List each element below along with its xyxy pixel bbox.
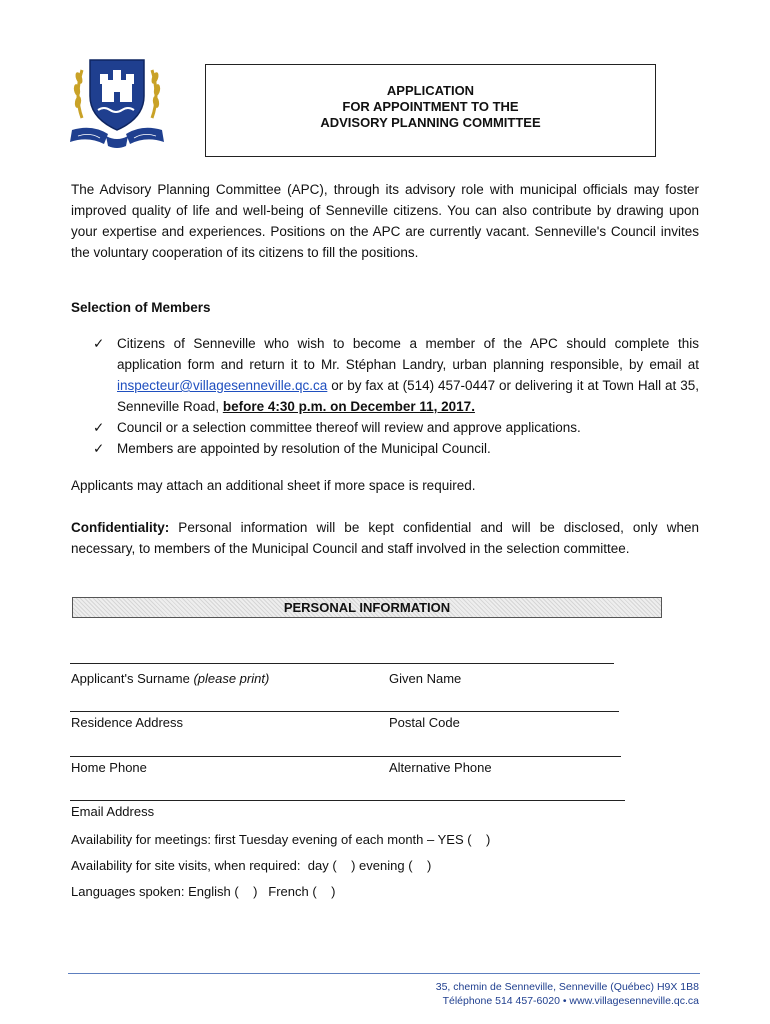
confidentiality-label: Confidentiality: xyxy=(71,520,170,535)
email-field-line[interactable] xyxy=(70,800,625,801)
title-line-3: ADVISORY PLANNING COMMITTEE xyxy=(320,114,541,130)
residence-field-line[interactable] xyxy=(70,711,619,712)
residence-address-label: Residence Address xyxy=(71,715,184,730)
footer-address: 35, chemin de Senneville, Senneville (Québec) H9X 1B8 xyxy=(435,981,699,993)
checkmark-icon: ✓ xyxy=(93,420,105,435)
bullet-3-text: Members are appointed by resolution of the Municipal Council. xyxy=(117,441,491,456)
alternative-phone-label: Alternative Phone xyxy=(389,760,492,775)
phone-field-line[interactable] xyxy=(70,756,621,757)
form-title-box xyxy=(205,64,656,157)
languages-spoken-text: Languages spoken: English ( ) French ( ) xyxy=(71,884,336,899)
list-item xyxy=(93,333,699,417)
selection-bullet-list xyxy=(93,333,699,459)
footer-divider xyxy=(68,973,700,974)
title-line-2: FOR APPOINTMENT TO THE xyxy=(342,98,519,114)
checkmark-icon: ✓ xyxy=(93,441,105,456)
home-phone-label: Home Phone xyxy=(71,760,147,775)
surname-label xyxy=(71,671,269,686)
attach-note: Applicants may attach an additional sheet if more space is required. xyxy=(71,478,476,493)
given-name-label: Given Name xyxy=(389,671,462,686)
selection-heading: Selection of Members xyxy=(71,300,211,315)
bullet-2-text: Council or a selection committee thereof will review and approve applications. xyxy=(117,420,581,435)
intro-paragraph: The Advisory Planning Committee (APC), through its advisory role with municipal officials may foster improved quality of life and well-being of Senneville citizens. You can also contribute by drawing upon your expertise and experiences. Positions on the APC are currently vacant. Senneville's Council invites the voluntary cooperation of its citizens to fill the positions. xyxy=(71,182,699,260)
checkmark-icon: ✓ xyxy=(93,336,105,351)
email-address-label: Email Address xyxy=(71,804,155,819)
confidentiality-text: Personal information will be kept confidential and will be disclosed, only when necessary, to members of the Municipal Council and staff involved in the selection committee. xyxy=(71,520,699,556)
deadline-text: before 4:30 p.m. on December 11, 2017. xyxy=(222,399,475,414)
confidentiality-paragraph xyxy=(71,517,699,559)
bullet-1-text: Citizens of Senneville who wish to become a member of the APC should complete this application form and return it to Mr. Stéphan Landry, urban planning responsible, by email at xyxy=(117,336,699,372)
surname-hint: (please print) xyxy=(193,671,270,686)
availability-meetings-text: Availability for meetings: first Tuesday evening of each month – YES ( ) xyxy=(71,832,491,847)
footer xyxy=(436,980,699,1008)
list-item xyxy=(93,417,699,438)
personal-information-heading: PERSONAL INFORMATION xyxy=(72,597,662,618)
availability-site-visits-text: Availability for site visits, when required: day ( ) evening ( ) xyxy=(71,858,432,873)
surname-label-text: Applicant's Surname xyxy=(71,671,194,686)
surname-given-name-field-line[interactable] xyxy=(70,663,614,664)
title-line-1: APPLICATION xyxy=(386,82,475,98)
email-link[interactable]: inspecteur@villagesenneville.qc.ca xyxy=(117,378,328,393)
bullet-1-text-continued: or by fax at (514) 457-0447 or delivering it at Town Hall at 35, Senneville Road, xyxy=(117,378,699,414)
footer-contact: Téléphone 514 457-6020 • www.villagesenneville.qc.ca xyxy=(442,995,699,1007)
municipal-crest-logo xyxy=(68,56,166,148)
postal-code-label: Postal Code xyxy=(389,715,460,730)
list-item xyxy=(93,438,699,459)
